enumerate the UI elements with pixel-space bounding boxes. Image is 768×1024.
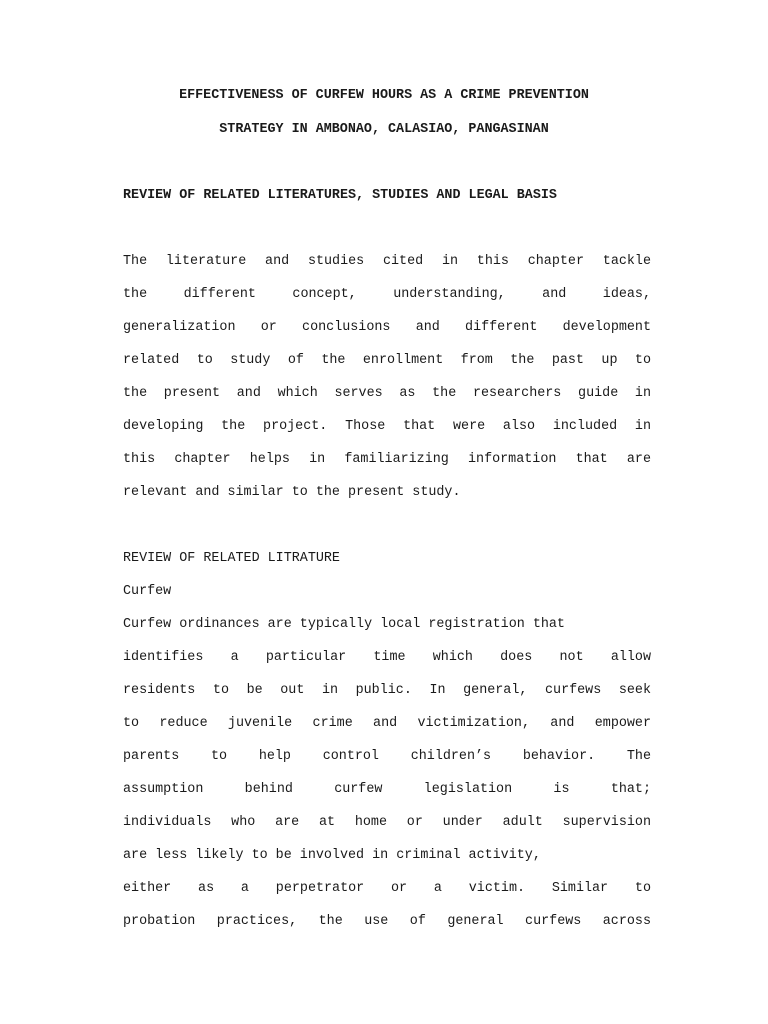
intro-line: generalization or conclusions and different development: [123, 320, 651, 335]
curfew-line: identifies a particular time which does not allow: [123, 650, 651, 665]
intro-line: The literature and studies cited in this chapter tackle: [123, 254, 651, 269]
curfew-line: residents to be out in public. In general, curfews seek: [123, 683, 651, 698]
curfew-line: parents to help control children’s behavior. The: [123, 749, 651, 764]
document-title-line-1: EFFECTIVENESS OF CURFEW HOURS AS A CRIME PREVENTION: [179, 88, 589, 103]
curfew-line: either as a perpetrator or a victim. Similar to: [123, 881, 651, 896]
intro-line: related to study of the enrollment from the past up to: [123, 353, 651, 368]
section-heading: REVIEW OF RELATED LITRATURE: [123, 551, 340, 566]
intro-line: the different concept, understanding, and ideas,: [123, 287, 651, 302]
curfew-line: to reduce juvenile crime and victimization, and empower: [123, 716, 651, 731]
intro-line: the present and which serves as the researchers guide in: [123, 386, 651, 401]
chapter-heading: REVIEW OF RELATED LITERATURES, STUDIES AND LEGAL BASIS: [123, 188, 557, 203]
document-title-line-2: STRATEGY IN AMBONAO, CALASIAO, PANGASINAN: [219, 122, 549, 137]
curfew-line: individuals who are at home or under adult supervision: [123, 815, 651, 830]
intro-line: relevant and similar to the present study.: [123, 485, 461, 500]
subsection-heading: Curfew: [123, 584, 172, 599]
curfew-line: probation practices, the use of general curfews across: [123, 914, 651, 929]
intro-line: this chapter helps in familiarizing information that are: [123, 452, 651, 467]
curfew-line: Curfew ordinances are typically local registration that: [123, 617, 565, 632]
curfew-line: are less likely to be involved in criminal activity,: [123, 848, 541, 863]
intro-line: developing the project. Those that were also included in: [123, 419, 651, 434]
curfew-line: assumption behind curfew legislation is that;: [123, 782, 651, 797]
